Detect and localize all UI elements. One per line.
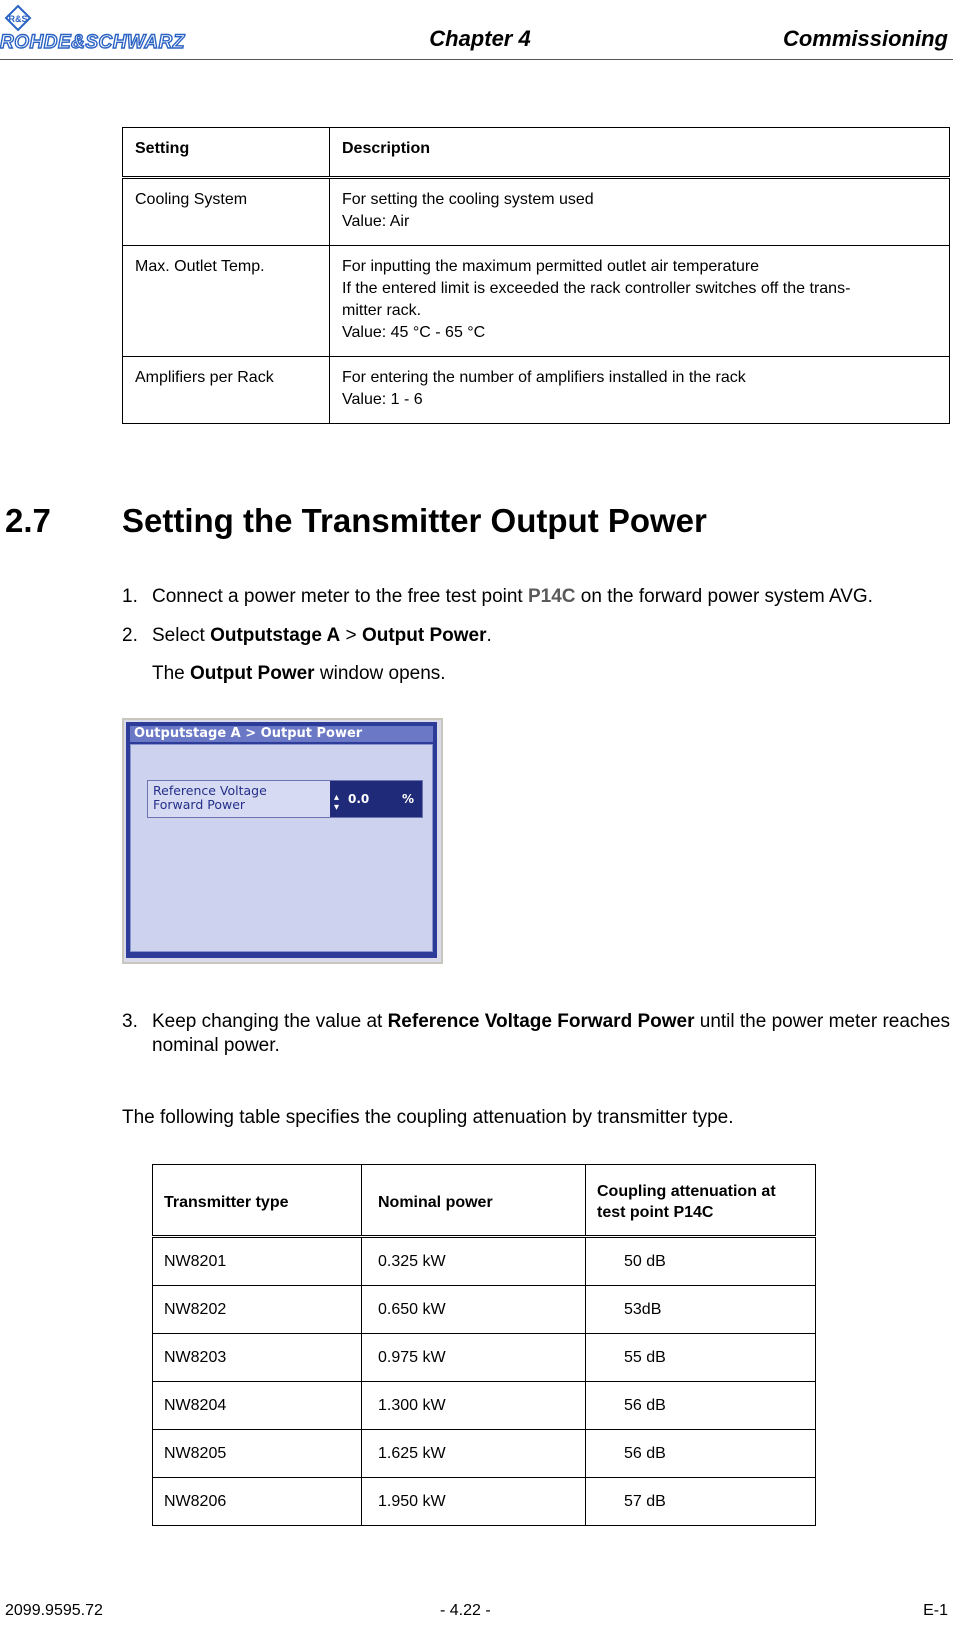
chapter-title: Chapter 4 [429, 26, 531, 51]
step-number: 2. [122, 625, 138, 646]
description-line: Value: 1 - 6 [342, 391, 423, 408]
step-text-part: window opens. [314, 663, 446, 684]
window-body [130, 744, 433, 952]
table-row [153, 1334, 816, 1382]
menu-path-output-power: Output Power [361, 625, 487, 646]
description-line: For inputting the maximum permitted outlet air temperature [342, 258, 760, 275]
setting-cell: Cooling System [123, 178, 330, 246]
column-header-description: Description [330, 128, 950, 178]
setting-cell: Max. Outlet Temp. [123, 246, 330, 357]
rohde-schwarz-logo [0, 4, 225, 52]
step-text-part: Connect a power meter to the free test point [152, 586, 528, 607]
section-header-title: Commissioning [782, 26, 948, 51]
attenuation-cell: 53dB [586, 1286, 816, 1334]
column-header-coupling-attenuation: Coupling attenuation at test point P14C [586, 1165, 816, 1237]
table-row [153, 1382, 816, 1430]
transmitter-cell: NW8201 [153, 1237, 362, 1286]
power-cell: 0.650 kW [362, 1286, 586, 1334]
page-number: - 4.22 - [440, 1602, 491, 1619]
svg-text:R&S: R&S [8, 14, 28, 24]
value-text: 0.0 [348, 792, 370, 806]
step-text-part: The [152, 663, 191, 684]
document-number: 2099.9595.72 [5, 1602, 103, 1619]
power-cell: 1.950 kW [362, 1478, 586, 1526]
attenuation-cell: 50 dB [586, 1237, 816, 1286]
power-cell: 1.625 kW [362, 1430, 586, 1478]
step-2-result [152, 662, 446, 686]
column-header-setting: Setting [123, 128, 330, 178]
step-number: 3. [122, 1011, 138, 1032]
attenuation-cell: 55 dB [586, 1334, 816, 1382]
section-number: 2.7 [5, 502, 51, 539]
window-title: Outputstage A > Output Power [130, 726, 433, 742]
field-label [153, 784, 323, 812]
step-text-part: . [486, 625, 492, 646]
table-row [153, 1430, 816, 1478]
table-header-row [153, 1165, 816, 1237]
field-name: Reference Voltage Forward Power [387, 1011, 695, 1032]
step-text-part: Keep changing the value at [152, 1011, 388, 1032]
power-cell: 0.975 kW [362, 1334, 586, 1382]
reference-voltage-field[interactable] [147, 780, 423, 818]
attenuation-cell: 56 dB [586, 1430, 816, 1478]
svg-text:ROHDE&SCHWARZ: ROHDE&SCHWARZ [0, 32, 185, 52]
description-line: Value: Air [342, 213, 410, 230]
step-text [152, 1010, 952, 1058]
description-line: For entering the number of amplifiers installed in the rack [342, 369, 746, 386]
column-header-transmitter-type: Transmitter type [153, 1165, 362, 1237]
table-row [153, 1478, 816, 1526]
step-text-part: Select [152, 625, 211, 646]
step-text [152, 624, 492, 648]
window-frame [126, 722, 437, 958]
coupling-attenuation-table [152, 1164, 816, 1526]
description-line: For setting the cooling system used [342, 191, 594, 208]
table-row [123, 357, 950, 424]
power-cell: 0.325 kW [362, 1237, 586, 1286]
step-text [152, 585, 873, 609]
power-cell: 1.300 kW [362, 1382, 586, 1430]
step-number: 1. [122, 586, 138, 607]
transmitter-cell: NW8204 [153, 1382, 362, 1430]
section-title: Setting the Transmitter Output Power [122, 502, 707, 539]
settings-table [122, 127, 950, 424]
output-power-window [122, 718, 443, 964]
transmitter-cell: NW8206 [153, 1478, 362, 1526]
description-line: Value: 45 °C - 65 °C [342, 324, 486, 341]
transmitter-cell: NW8205 [153, 1430, 362, 1478]
window-name: Output Power [190, 663, 315, 684]
attenuation-cell: 56 dB [586, 1382, 816, 1430]
menu-separator: > [340, 625, 362, 646]
table-row [153, 1237, 816, 1286]
table-row [123, 178, 950, 246]
description-cell [330, 178, 950, 246]
description-cell [330, 246, 950, 357]
transmitter-cell: NW8202 [153, 1286, 362, 1334]
description-cell [330, 357, 950, 424]
table-intro-text: The following table specifies the coupling attenuation by transmitter type. [122, 1107, 734, 1128]
table-header-row [123, 128, 950, 178]
field-label-line: Reference Voltage [153, 783, 267, 798]
menu-path-outputstage: Outputstage A [210, 625, 341, 646]
value-spinner[interactable] [330, 781, 422, 817]
description-line: If the entered limit is exceeded the rack controller switches off the trans- [342, 280, 851, 297]
column-header-nominal-power: Nominal power [362, 1165, 586, 1237]
edition-label: E-1 [923, 1602, 948, 1619]
description-line: mitter rack. [342, 302, 422, 319]
table-row [123, 246, 950, 357]
updown-arrows-icon[interactable]: ▴ ▾ [334, 792, 340, 813]
step-text-part: on the forward power system AVG. [575, 586, 873, 607]
test-point-label: P14C [527, 586, 576, 607]
attenuation-cell: 57 dB [586, 1478, 816, 1526]
transmitter-cell: NW8203 [153, 1334, 362, 1382]
step-text-part: until the power meter reaches nominal power. [152, 1011, 951, 1056]
setting-cell: Amplifiers per Rack [123, 357, 330, 424]
unit-text: % [401, 792, 414, 806]
header-divider [0, 59, 953, 60]
field-label-line: Forward Power [153, 797, 246, 812]
table-row [153, 1286, 816, 1334]
